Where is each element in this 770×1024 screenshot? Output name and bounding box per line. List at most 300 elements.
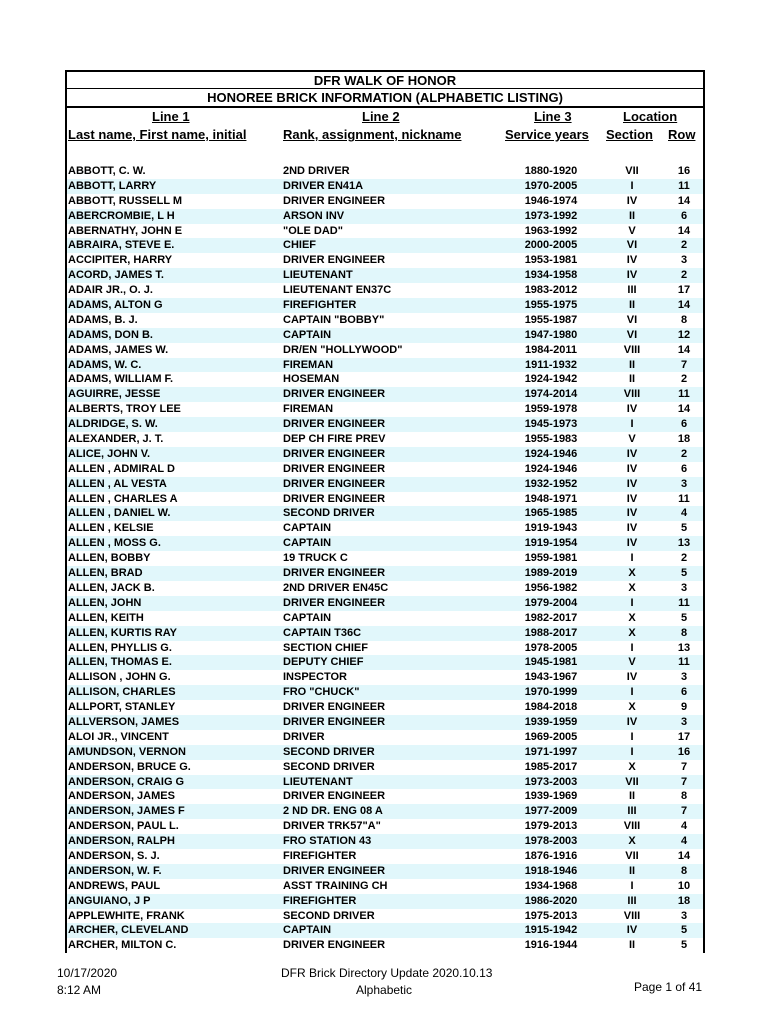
table-row — [67, 938, 703, 953]
cell-service-years: 1948-1971 — [524, 492, 578, 505]
cell-name: ALLPORT, STANLEY — [68, 701, 176, 714]
cell-row: 5 — [680, 567, 688, 580]
cell-service-years: 1943-1967 — [524, 671, 578, 684]
cell-name: ALICE, JOHN V. — [68, 447, 151, 460]
header-spacer — [65, 146, 705, 164]
table-row — [67, 224, 703, 239]
cell-service-years: 1916-1944 — [524, 939, 578, 952]
cell-name: ALLEN , DANIEL W. — [68, 507, 171, 520]
table-row — [67, 655, 703, 670]
table-row — [67, 492, 703, 507]
table-row — [67, 358, 703, 373]
cell-name: ADAMS, JAMES W. — [68, 343, 169, 356]
cell-service-years: 1979-2004 — [524, 596, 578, 609]
header-years: Service years — [505, 127, 589, 142]
table-row — [67, 179, 703, 194]
cell-name: APPLEWHITE, FRANK — [68, 909, 185, 922]
cell-service-years: 1939-1969 — [524, 790, 578, 803]
cell-row: 3 — [680, 715, 688, 728]
cell-service-years: 1979-2013 — [524, 820, 578, 833]
cell-row: 2 — [680, 239, 688, 252]
cell-name: ANDERSON, PAUL L. — [68, 820, 179, 833]
cell-section: IV — [626, 715, 638, 728]
table-row — [67, 641, 703, 656]
table-row — [67, 477, 703, 492]
cell-service-years: 1978-2005 — [524, 641, 578, 654]
cell-service-years: 1953-1981 — [524, 254, 578, 267]
cell-name: ANGUIANO, J P — [68, 894, 151, 907]
cell-section: I — [630, 745, 634, 758]
cell-row: 3 — [680, 581, 688, 594]
cell-row: 14 — [677, 224, 691, 237]
table-row — [67, 268, 703, 283]
cell-rank: CAPTAIN "BOBBY" — [283, 313, 385, 326]
cell-section: VII — [625, 849, 639, 862]
table-row — [67, 194, 703, 209]
cell-name: ALDRIDGE, S. W. — [68, 418, 158, 431]
cell-name: ALEXANDER, J. T. — [68, 433, 164, 446]
cell-row: 5 — [680, 939, 688, 952]
cell-rank: FRO "CHUCK" — [283, 686, 360, 699]
cell-name: ANDERSON, JAMES F — [68, 805, 185, 818]
cell-rank: SECTION CHIEF — [283, 641, 368, 654]
cell-row: 13 — [677, 641, 691, 654]
cell-service-years: 1919-1943 — [524, 522, 578, 535]
cell-name: ABERCROMBIE, L H — [68, 209, 175, 222]
cell-section: VIII — [623, 820, 641, 833]
cell-section: IV — [626, 537, 638, 550]
cell-rank: CAPTAIN — [283, 924, 332, 937]
table-row — [67, 611, 703, 626]
cell-section: I — [630, 552, 634, 565]
cell-section: X — [628, 611, 636, 624]
cell-name: AGUIRRE, JESSE — [68, 388, 161, 401]
table-row — [67, 730, 703, 745]
cell-rank: SECOND DRIVER — [283, 745, 375, 758]
cell-service-years: 1934-1968 — [524, 879, 578, 892]
cell-name: ALLEN , MOSS G. — [68, 537, 161, 550]
cell-row: 3 — [680, 477, 688, 490]
cell-service-years: 1977-2009 — [524, 805, 578, 818]
cell-rank: FIREFIGHTER — [283, 849, 357, 862]
cell-rank: CAPTAIN — [283, 611, 332, 624]
cell-service-years: 1880-1920 — [524, 165, 578, 177]
cell-row: 14 — [677, 403, 691, 416]
header-location: Location — [623, 109, 678, 124]
cell-name: ARCHER, MILTON C. — [68, 939, 177, 952]
table-row — [67, 909, 703, 924]
cell-service-years: 1978-2003 — [524, 835, 578, 848]
cell-name: ADAMS, ALTON G — [68, 299, 163, 312]
cell-row: 13 — [677, 537, 691, 550]
cell-name: ANDERSON, W. F. — [68, 864, 162, 877]
cell-rank: DRIVER — [283, 730, 325, 743]
cell-row: 2 — [680, 269, 688, 282]
table-row — [67, 775, 703, 790]
cell-name: ANDERSON, CRAIG G — [68, 775, 185, 788]
cell-rank: SECOND DRIVER — [283, 507, 375, 520]
cell-rank: DRIVER ENGINEER — [283, 418, 386, 431]
cell-row: 5 — [680, 924, 688, 937]
honor-roll-table — [65, 70, 705, 953]
cell-section: VIII — [623, 343, 641, 356]
table-row — [67, 626, 703, 641]
cell-rank: DEPUTY CHIEF — [283, 656, 364, 669]
cell-name: ARCHER, CLEVELAND — [68, 924, 189, 937]
cell-row: 16 — [677, 165, 691, 177]
cell-section: IV — [626, 924, 638, 937]
header-line1: Line 1 — [152, 109, 190, 124]
cell-service-years: 1911-1932 — [525, 358, 577, 371]
cell-name: AMUNDSON, VERNON — [68, 745, 186, 758]
table-row — [67, 238, 703, 253]
table-row — [67, 596, 703, 611]
cell-section: II — [628, 373, 636, 386]
cell-row: 14 — [677, 194, 691, 207]
cell-name: ALLEN, JACK B. — [68, 581, 155, 594]
cell-service-years: 1970-1999 — [524, 686, 578, 699]
cell-rank: 2 ND DR. ENG 08 A — [283, 805, 383, 818]
cell-row: 6 — [680, 418, 688, 431]
cell-row: 2 — [680, 447, 688, 460]
cell-row: 2 — [680, 552, 688, 565]
cell-section: I — [630, 686, 634, 699]
table-row — [67, 819, 703, 834]
cell-section: X — [628, 835, 636, 848]
cell-rank: INSPECTOR — [283, 671, 347, 684]
cell-row: 6 — [680, 462, 688, 475]
cell-rank: DRIVER ENGINEER — [283, 715, 386, 728]
cell-name: ALLISON, CHARLES — [68, 686, 176, 699]
cell-service-years: 1975-2013 — [524, 909, 578, 922]
table-row — [67, 894, 703, 909]
cell-rank: DRIVER ENGINEER — [283, 388, 386, 401]
cell-row: 9 — [680, 701, 688, 714]
header-name: Last name, First name, initial — [68, 127, 247, 142]
cell-service-years: 1974-2014 — [524, 388, 578, 401]
cell-service-years: 1955-1983 — [524, 433, 578, 446]
cell-section: VI — [626, 328, 638, 341]
cell-row: 18 — [677, 433, 691, 446]
table-row — [67, 343, 703, 358]
cell-row: 10 — [677, 879, 691, 892]
cell-rank: SECOND DRIVER — [283, 909, 375, 922]
cell-section: IV — [626, 403, 638, 416]
cell-service-years: 1986-2020 — [524, 894, 578, 907]
table-row — [67, 760, 703, 775]
cell-section: X — [628, 626, 636, 639]
table-row — [67, 521, 703, 536]
cell-rank: DRIVER ENGINEER — [283, 477, 386, 490]
cell-rank: DRIVER ENGINEER — [283, 447, 386, 460]
cell-rank: DRIVER EN41A — [283, 179, 364, 192]
cell-service-years: 1984-2011 — [525, 343, 577, 356]
header-line2: Line 2 — [362, 109, 400, 124]
cell-name: ADAMS, B. J. — [68, 313, 138, 326]
cell-service-years: 1965-1985 — [524, 507, 578, 520]
table-row — [67, 283, 703, 298]
cell-row: 7 — [680, 358, 688, 371]
cell-service-years: 1982-2017 — [524, 611, 578, 624]
cell-row: 7 — [680, 760, 688, 773]
cell-name: ANDERSON, S. J. — [68, 849, 160, 862]
cell-name: ADAMS, W. C. — [68, 358, 142, 371]
cell-section: IV — [626, 254, 638, 267]
cell-name: ABBOTT, LARRY — [68, 179, 157, 192]
cell-section: IV — [626, 477, 638, 490]
cell-service-years: 1973-2003 — [524, 775, 578, 788]
cell-service-years: 1946-1974 — [524, 194, 578, 207]
cell-section: V — [628, 433, 636, 446]
table-row — [67, 313, 703, 328]
cell-rank: 2ND DRIVER EN45C — [283, 581, 389, 594]
cell-rank: CAPTAIN T36C — [283, 626, 362, 639]
cell-section: X — [628, 760, 636, 773]
document-subtitle: HONOREE BRICK INFORMATION (ALPHABETIC LISTING) — [65, 89, 705, 108]
cell-row: 6 — [680, 686, 688, 699]
cell-rank: FIREMAN — [283, 403, 334, 416]
cell-section: I — [630, 179, 634, 192]
cell-rank: FRO STATION 43 — [283, 835, 372, 848]
table-row — [67, 536, 703, 551]
cell-service-years: 1876-1916 — [524, 849, 578, 862]
cell-rank: LIEUTENANT — [283, 775, 353, 788]
header-section: Section — [606, 127, 653, 142]
cell-row: 18 — [677, 894, 691, 907]
cell-name: ANDERSON, RALPH — [68, 835, 175, 848]
cell-name: ALLEN , AL VESTA — [68, 477, 167, 490]
table-row — [67, 551, 703, 566]
cell-row: 3 — [680, 254, 688, 267]
cell-rank: DEP CH FIRE PREV — [283, 433, 386, 446]
cell-service-years: 1963-1992 — [524, 224, 578, 237]
cell-row: 6 — [680, 209, 688, 222]
cell-section: VI — [626, 239, 638, 252]
cell-row: 3 — [680, 671, 688, 684]
cell-service-years: 1934-1958 — [524, 269, 578, 282]
cell-rank: DRIVER ENGINEER — [283, 864, 386, 877]
cell-name: ADAIR JR., O. J. — [68, 284, 153, 297]
cell-service-years: 1973-1992 — [524, 209, 578, 222]
cell-service-years: 1955-1975 — [524, 299, 578, 312]
cell-section: IV — [626, 507, 638, 520]
cell-section: III — [627, 805, 637, 818]
cell-row: 14 — [677, 849, 691, 862]
cell-name: ALBERTS, TROY LEE — [68, 403, 181, 416]
cell-rank: CAPTAIN — [283, 328, 332, 341]
cell-row: 16 — [677, 745, 691, 758]
cell-name: ALLEN , CHARLES A — [68, 492, 178, 505]
cell-row: 4 — [680, 507, 688, 520]
cell-section: I — [630, 730, 634, 743]
cell-rank: LIEUTENANT EN37C — [283, 284, 392, 297]
cell-name: ANDREWS, PAUL — [68, 879, 161, 892]
footer-time: 8:12 AM — [57, 983, 102, 997]
cell-service-years: 1989-2019 — [524, 567, 578, 580]
table-row — [67, 849, 703, 864]
table-row — [67, 804, 703, 819]
cell-name: ACCIPITER, HARRY — [68, 254, 173, 267]
cell-rank: DRIVER TRK57"A" — [283, 820, 381, 833]
cell-service-years: 1959-1978 — [524, 403, 578, 416]
cell-name: ALOI JR., VINCENT — [68, 730, 169, 743]
cell-row: 4 — [680, 820, 688, 833]
document-title: DFR WALK OF HONOR — [65, 70, 705, 89]
cell-rank: HOSEMAN — [283, 373, 340, 386]
cell-section: II — [628, 939, 636, 952]
cell-section: IV — [626, 447, 638, 460]
table-row — [67, 253, 703, 268]
cell-rank: "OLE DAD" — [283, 224, 343, 237]
cell-section: VII — [625, 165, 639, 177]
cell-row: 4 — [680, 835, 688, 848]
cell-rank: DRIVER ENGINEER — [283, 194, 386, 207]
header-row: Row — [668, 127, 696, 142]
cell-row: 8 — [680, 626, 688, 639]
cell-row: 3 — [680, 909, 688, 922]
cell-section: I — [630, 418, 634, 431]
cell-rank: FIREFIGHTER — [283, 299, 357, 312]
cell-name: ALLEN, PHYLLIS G. — [68, 641, 172, 654]
cell-section: I — [630, 596, 634, 609]
cell-service-years: 1947-1980 — [524, 328, 578, 341]
cell-service-years: 1983-2012 — [524, 284, 578, 297]
cell-name: ALLEN, KEITH — [68, 611, 144, 624]
cell-rank: CAPTAIN — [283, 537, 332, 550]
cell-rank: ASST TRAINING CH — [283, 879, 388, 892]
footer-date: 10/17/2020 — [57, 966, 118, 980]
table-row — [67, 789, 703, 804]
cell-row: 11 — [678, 656, 690, 669]
cell-row: 17 — [677, 284, 691, 297]
cell-section: II — [628, 209, 636, 222]
cell-name: ALLVERSON, JAMES — [68, 715, 180, 728]
cell-name: ALLEN, THOMAS E. — [68, 656, 172, 669]
table-row — [67, 700, 703, 715]
cell-section: IV — [626, 492, 638, 505]
cell-service-years: 1924-1946 — [524, 447, 578, 460]
cell-row: 8 — [680, 864, 688, 877]
cell-service-years: 2000-2005 — [524, 239, 578, 252]
cell-section: VIII — [623, 388, 641, 401]
cell-service-years: 1970-2005 — [524, 179, 578, 192]
cell-name: ALLISON , JOHN G. — [68, 671, 171, 684]
table-row — [67, 462, 703, 477]
cell-section: X — [628, 581, 636, 594]
cell-name: ALLEN, KURTIS RAY — [68, 626, 177, 639]
table-row — [67, 670, 703, 685]
cell-section: II — [628, 358, 636, 371]
cell-section: I — [630, 641, 634, 654]
cell-rank: FIREMAN — [283, 358, 334, 371]
cell-section: II — [628, 790, 636, 803]
cell-row: 2 — [680, 373, 688, 386]
cell-name: ANDERSON, JAMES — [68, 790, 175, 803]
cell-rank: DRIVER ENGINEER — [283, 462, 386, 475]
table-row — [67, 328, 703, 343]
cell-service-years: 1939-1959 — [524, 715, 578, 728]
table-row — [67, 298, 703, 313]
header-line3: Line 3 — [534, 109, 572, 124]
cell-row: 8 — [680, 313, 688, 326]
cell-section: IV — [626, 671, 638, 684]
cell-section: X — [628, 567, 636, 580]
footer-doc-sub: Alphabetic — [356, 983, 413, 997]
cell-row: 5 — [680, 522, 688, 535]
cell-section: IV — [626, 522, 638, 535]
cell-service-years: 1971-1997 — [524, 745, 578, 758]
cell-section: X — [628, 701, 636, 714]
table-row — [67, 685, 703, 700]
table-row — [67, 164, 703, 179]
header-rank: Rank, assignment, nickname — [283, 127, 462, 142]
cell-rank: DRIVER ENGINEER — [283, 790, 386, 803]
cell-service-years: 1924-1946 — [524, 462, 578, 475]
cell-section: VIII — [623, 909, 641, 922]
table-row — [67, 566, 703, 581]
cell-name: ABERNATHY, JOHN E — [68, 224, 183, 237]
cell-service-years: 1959-1981 — [524, 552, 578, 565]
cell-rank: DR/EN "HOLLYWOOD" — [283, 343, 403, 356]
table-row — [67, 506, 703, 521]
cell-row: 5 — [680, 611, 688, 624]
cell-service-years: 1945-1981 — [524, 656, 578, 669]
footer-page-number: Page 1 of 41 — [634, 980, 703, 994]
cell-section: IV — [626, 269, 638, 282]
cell-section: VI — [626, 313, 638, 326]
cell-row: 14 — [677, 299, 691, 312]
cell-row: 14 — [677, 343, 691, 356]
cell-name: ABBOTT, C. W. — [68, 165, 146, 177]
cell-name: ALLEN, BRAD — [68, 567, 143, 580]
cell-name: ABBOTT, RUSSELL M — [68, 194, 183, 207]
cell-section: V — [628, 224, 636, 237]
cell-rank: CAPTAIN — [283, 522, 332, 535]
cell-row: 7 — [680, 805, 688, 818]
cell-row: 11 — [678, 388, 690, 401]
table-row — [67, 581, 703, 596]
cell-name: ACORD, JAMES T. — [68, 269, 164, 282]
cell-service-years: 1915-1942 — [524, 924, 578, 937]
cell-service-years: 1988-2017 — [524, 626, 578, 639]
cell-service-years: 1969-2005 — [524, 730, 578, 743]
table-row — [67, 864, 703, 879]
cell-section: III — [627, 284, 637, 297]
cell-name: ANDERSON, BRUCE G. — [68, 760, 191, 773]
cell-row: 11 — [678, 492, 690, 505]
cell-rank: DRIVER ENGINEER — [283, 939, 386, 952]
table-row — [67, 879, 703, 894]
cell-row: 12 — [677, 328, 691, 341]
cell-section: III — [627, 894, 637, 907]
cell-name: ALLEN , ADMIRAL D — [68, 462, 175, 475]
table-row — [67, 432, 703, 447]
cell-name: ALLEN , KELSIE — [68, 522, 154, 535]
cell-rank: 19 TRUCK C — [283, 552, 348, 565]
cell-service-years: 1955-1987 — [524, 313, 578, 326]
cell-service-years: 1956-1982 — [524, 581, 578, 594]
cell-service-years: 1919-1954 — [524, 537, 578, 550]
table-row — [67, 402, 703, 417]
cell-rank: LIEUTENANT — [283, 269, 353, 282]
cell-rank: FIREFIGHTER — [283, 894, 357, 907]
table-row — [67, 387, 703, 402]
footer-doc-title: DFR Brick Directory Update 2020.10.13 — [281, 966, 493, 980]
cell-section: I — [630, 879, 634, 892]
cell-rank: CHIEF — [283, 239, 316, 252]
cell-name: ALLEN, JOHN — [68, 596, 142, 609]
cell-rank: DRIVER ENGINEER — [283, 254, 386, 267]
